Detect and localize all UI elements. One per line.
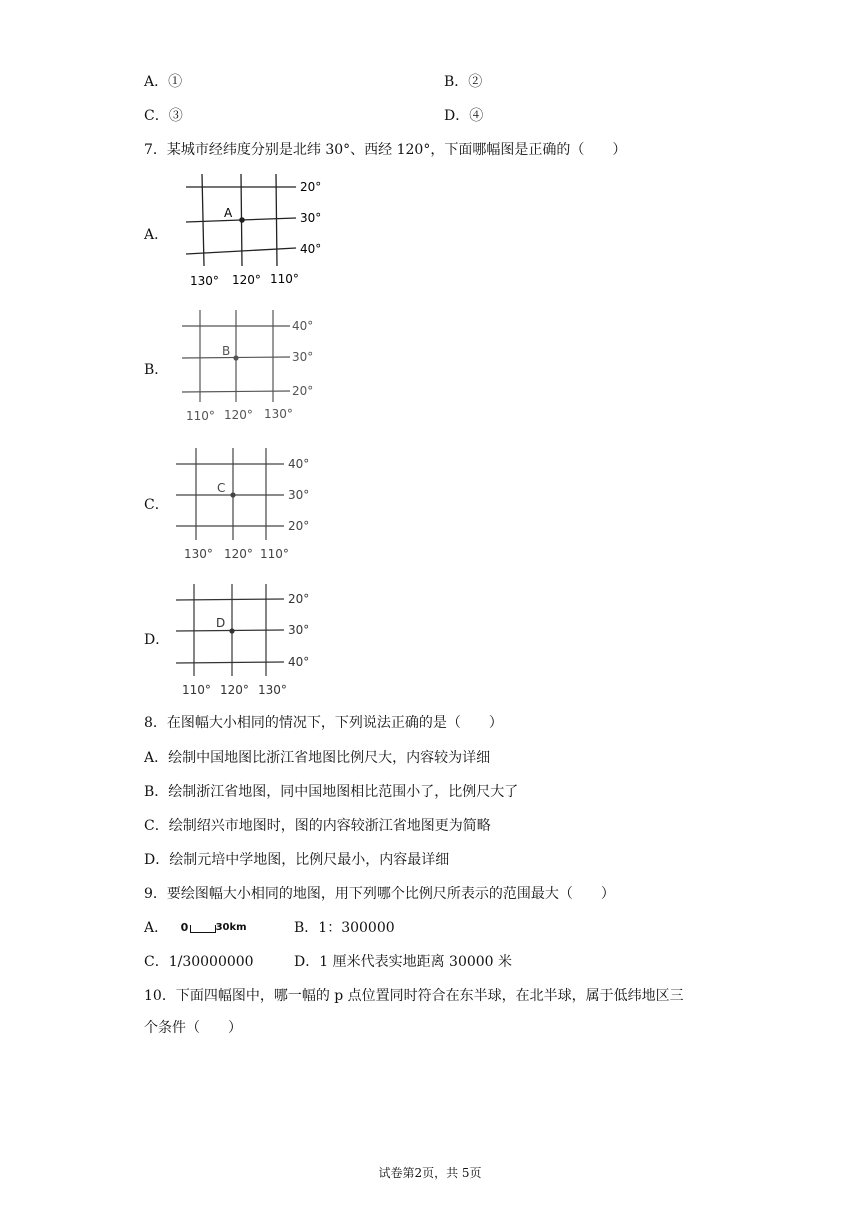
lat-label: 20° xyxy=(292,384,314,398)
q9-option-c: C．1/30000000 xyxy=(144,954,254,970)
q9-option-a-prefix: A． xyxy=(144,920,169,936)
point-d-marker xyxy=(229,628,234,633)
q9-option-d: D．1 厘米代表实地距离 30000 米 xyxy=(294,954,513,970)
lon-label: 110° xyxy=(270,272,299,286)
point-d-label: D xyxy=(216,616,226,630)
lon-label: 120° xyxy=(232,273,261,287)
q7-map-a xyxy=(172,172,332,294)
question-10-stem-line1: 10．下面四幅图中，哪一幅的 p 点位置同时符合在东半球，在北半球，属于低纬地区三 xyxy=(144,988,684,1004)
point-c-label: C xyxy=(217,481,226,495)
q8-option-b: B．绘制浙江省地图，同中国地图相比范围小了，比例尺大了 xyxy=(144,784,519,800)
lat-label: 20° xyxy=(300,180,322,194)
lon-label: 120° xyxy=(224,547,253,561)
lon-label: 130° xyxy=(258,683,287,697)
scale-bar-start: 0 xyxy=(180,921,189,934)
option-d: D．④ xyxy=(444,108,484,124)
scale-bar-line xyxy=(190,925,216,933)
lat-label: 30° xyxy=(288,488,310,502)
point-a-marker xyxy=(239,217,245,223)
q8-option-d: D．绘制元培中学地图，比例尺最小，内容最详细 xyxy=(144,852,450,868)
lon-label: 120° xyxy=(224,408,253,422)
q8-option-a: A．绘制中国地图比浙江省地图比例尺大，内容较为详细 xyxy=(144,750,491,766)
point-b-label: B xyxy=(222,344,231,358)
lat-label: 30° xyxy=(288,623,310,637)
lat-label: 40° xyxy=(288,457,310,471)
lat-label: 40° xyxy=(288,655,310,669)
question-7-stem: 7．某城市经纬度分别是北纬 30°、西经 120°，下面哪幅图是正确的（ ） xyxy=(144,142,627,158)
lat-label: 20° xyxy=(288,592,310,606)
q7-option-a-label: A． xyxy=(144,227,169,243)
lon-label: 130° xyxy=(264,407,293,421)
q8-option-c: C．绘制绍兴市地图时，图的内容较浙江省地图更为简略 xyxy=(144,818,491,834)
q9-option-b: B．1：300000 xyxy=(294,920,395,936)
lon-label: 110° xyxy=(260,547,289,561)
scale-bar xyxy=(173,918,263,938)
lon-label: 110° xyxy=(186,409,215,423)
point-a-label: A xyxy=(224,206,233,220)
question-9-stem: 9．要绘图幅大小相同的地图，用下列哪个比例尺所表示的范围最大（ ） xyxy=(144,886,615,902)
question-8-stem: 8．在图幅大小相同的情况下，下列说法正确的是（ ） xyxy=(144,715,503,731)
lon-label: 120° xyxy=(220,683,249,697)
point-c-marker xyxy=(230,492,235,497)
q9-option-a xyxy=(144,918,263,938)
lat-label: 30° xyxy=(292,350,314,364)
lat-label: 40° xyxy=(292,319,314,333)
lat-label: 30° xyxy=(300,211,322,225)
page-footer: 试卷第2页，共 5页 xyxy=(378,1166,482,1180)
lat-label: 40° xyxy=(300,242,322,256)
lat-label: 20° xyxy=(288,519,310,533)
lon-label: 130° xyxy=(190,274,219,288)
q7-map-d xyxy=(172,578,332,700)
option-c: C．③ xyxy=(144,108,183,124)
q7-option-d-label: D． xyxy=(144,632,170,648)
option-b: B．② xyxy=(444,74,483,90)
lon-label: 130° xyxy=(184,547,213,561)
q7-option-b-label: B． xyxy=(144,362,169,378)
q7-option-c-label: C． xyxy=(144,497,169,513)
option-a: A．① xyxy=(144,74,183,90)
q7-map-b xyxy=(172,306,332,428)
scale-bar-end: 30km xyxy=(215,922,247,933)
lon-label: 110° xyxy=(182,683,211,697)
point-b-marker xyxy=(233,355,238,360)
question-10-stem-line2: 个条件（ ） xyxy=(144,1020,242,1036)
q7-map-c xyxy=(172,442,332,564)
